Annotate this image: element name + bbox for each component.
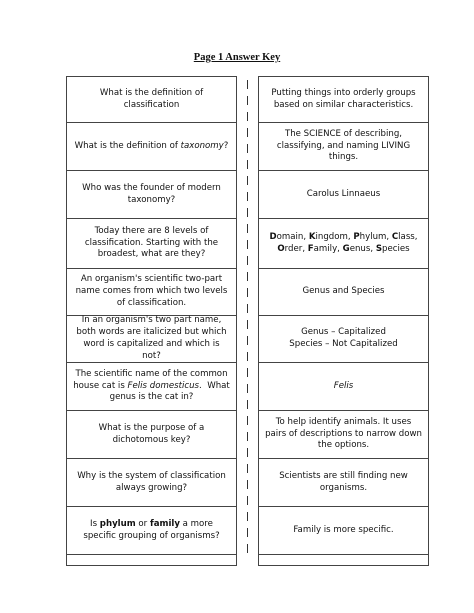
answer-text: To help identify animals. It uses pairs of descriptions to narrow down the options. [265,416,422,451]
fold-line [247,288,248,297]
answer-cell-7 [259,363,428,411]
fold-line [247,240,248,249]
question-cell-6 [67,316,236,363]
answer-cell-10 [259,507,428,555]
questions-column [66,76,237,566]
question-text: An organism's scientific two-part name comes from which two levels of classification. [75,274,228,308]
answer-text: Felis [333,380,354,391]
fold-line [247,368,248,377]
fold-line [247,192,248,201]
question-text: Why is the system of classification always growing? [77,470,226,493]
fold-line [247,208,248,217]
fold-line [247,304,248,313]
answer-cell-1 [259,77,428,123]
question-cell-10 [67,507,236,555]
question-text: What is the definition of classification [99,87,204,110]
fold-line [247,352,248,361]
fold-line [247,496,248,505]
question-text: In an organism's two part name, both words are italicized but which word is capitalized and which is not? [76,315,227,361]
fold-line [247,224,248,233]
question-text: What is the purpose of a dichotomous key? [98,422,205,445]
question-cell-5 [67,269,236,316]
question-text: Is phylum or family a more specific grouping of organisms? [83,518,220,541]
answer-cell-4 [259,219,428,269]
answer-text: Carolus Linnaeus [306,188,381,199]
question-text: Today there are 8 levels of classification. Starting with the broadest, what are they? [84,225,219,260]
fold-line [247,272,248,281]
answer-cell-8 [259,411,428,459]
question-cell-4 [67,219,236,269]
question-cell-8 [67,411,236,459]
fold-line [247,112,248,121]
answer-cell-3 [259,171,428,219]
answer-text: Scientists are still finding new organisms. [279,470,408,493]
fold-line [247,464,248,473]
answers-column [258,76,429,566]
fold-line [247,160,248,169]
answer-text: Genus and Species [302,286,385,297]
question-text: What is the definition of taxonomy? [74,140,229,151]
question-italic: Felis domesticus [127,380,200,391]
fold-line [247,512,248,521]
fold-line [247,80,248,89]
answer-cell-9 [259,459,428,507]
question-text: The scientific name of the common house cat is Felis domesticus. What genus is the cat in? [73,368,230,403]
page-title: Page 1 Answer Key [193,52,281,63]
question-text: Who was the founder of modern taxonomy? [82,182,221,205]
fold-line [247,144,248,153]
fold-line [247,256,248,265]
fold-line [247,96,248,105]
fold-line [247,528,248,537]
question-italic: taxonomy [180,140,224,151]
fold-line [247,384,248,393]
fold-line [247,480,248,489]
fold-line [247,432,248,441]
answer-text: Family is more specific. [293,524,394,535]
question-cell-7 [67,363,236,411]
answer-text: Domain, Kingdom, Phylum, Class, Order, Family, Genus, Species [269,231,418,254]
question-cell-1 [67,77,236,123]
fold-line [247,320,248,329]
question-cell-9 [67,459,236,507]
fold-line [247,544,248,553]
answer-cell-2 [259,123,428,171]
fold-line [247,176,248,185]
fold-line [247,336,248,345]
fold-line [247,400,248,409]
answer-text: Genus – Capitalized Species – Not Capitalized [289,327,398,349]
fold-line [247,128,248,137]
fold-line [247,416,248,425]
answer-cell-5 [259,269,428,316]
answer-text: The SCIENCE of describing, classifying, and naming LIVING things. [276,128,411,163]
question-cell-2 [67,123,236,171]
fold-line [247,448,248,457]
answer-text: Putting things into orderly groups based on similar characteristics. [271,87,416,110]
answer-cell-6 [259,316,428,363]
question-cell-3 [67,171,236,219]
